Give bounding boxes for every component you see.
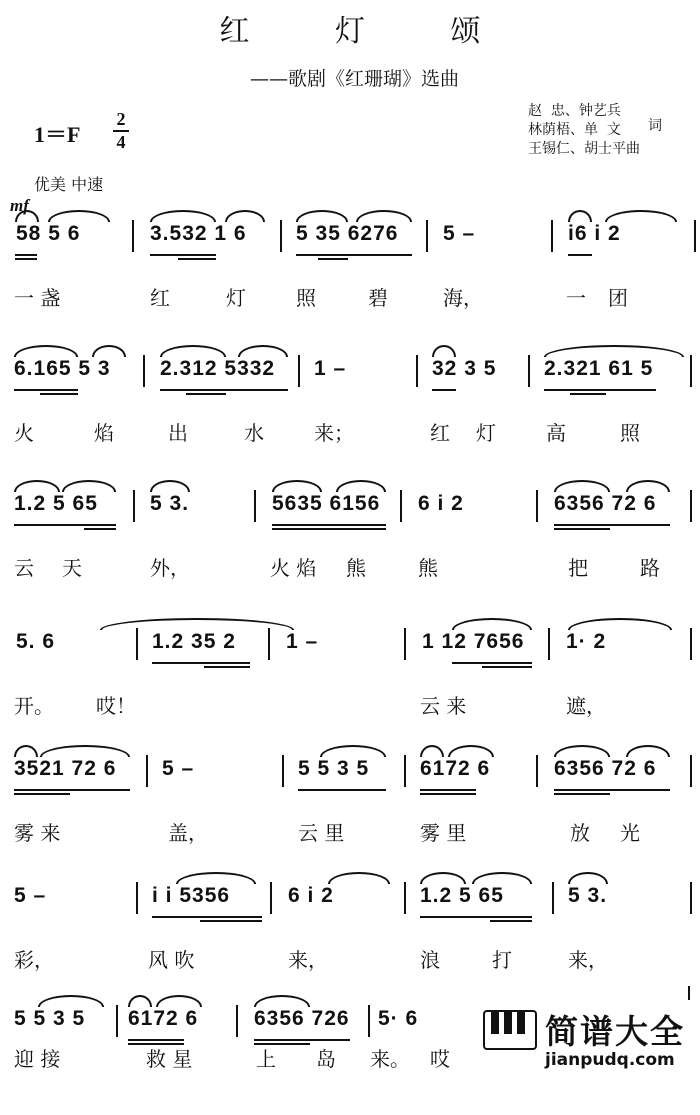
lyric: 放: [570, 821, 590, 845]
lyric: 外，: [150, 556, 190, 580]
lyric: 云: [14, 556, 34, 580]
notes-row: [0, 345, 700, 391]
slur: [544, 345, 684, 357]
slur: [448, 745, 494, 757]
beam-line: [452, 662, 532, 664]
bar-line: [280, 220, 282, 252]
bar-line: [143, 355, 145, 387]
bar-line: [400, 490, 402, 522]
slur: [432, 345, 456, 357]
measure-notes: 5. 6: [16, 630, 56, 653]
beam-line: [296, 254, 412, 256]
bar-line: [132, 220, 134, 252]
bar-line: [236, 1005, 238, 1037]
slur: [100, 618, 294, 630]
measure-notes: 3521 72 6: [14, 757, 117, 780]
bar-line: [528, 355, 530, 387]
measure-notes: 1 –: [314, 357, 347, 380]
measure-notes: 5635 6156: [272, 492, 381, 515]
measure-notes: 58 5 6: [16, 222, 81, 245]
bar-line: [270, 882, 272, 914]
tempo-marking: 优美 中速: [34, 175, 104, 194]
lyric: 红: [150, 286, 170, 310]
credits: [528, 102, 640, 159]
beam-line: [554, 789, 670, 791]
slur: [238, 345, 288, 357]
score-system-3: [0, 480, 700, 600]
meter-top: 2: [116, 109, 126, 129]
slur: [128, 995, 152, 1007]
slur: [568, 210, 592, 222]
beam-line: [554, 528, 610, 530]
bar-line: [133, 490, 135, 522]
lyric: 打: [492, 948, 512, 972]
beam-line: [14, 789, 130, 791]
lyric: 团: [608, 286, 628, 310]
notes-row: [0, 872, 700, 918]
slur: [225, 210, 265, 222]
lyric: 出: [168, 421, 188, 445]
beam-line: [152, 916, 262, 918]
lyric: 熊: [346, 556, 366, 580]
measure-notes: 5 5 3 5: [14, 1007, 86, 1030]
bar-line: [136, 882, 138, 914]
bar-line: [404, 755, 406, 787]
lyric: 碧: [368, 286, 388, 310]
slur: [420, 872, 466, 884]
beam-line: [420, 916, 532, 918]
slur: [254, 995, 310, 1007]
slur: [62, 480, 116, 492]
credits-line: 王锡仁、胡士平曲: [528, 141, 640, 157]
measure-notes: 5 3.: [150, 492, 190, 515]
bar-line: [690, 490, 692, 522]
lyrics-row: [0, 944, 700, 978]
lyric: 云 里: [298, 821, 345, 845]
bar-line: [404, 882, 406, 914]
bar-line: [694, 220, 696, 252]
logo-url: jianpudq.com: [545, 1050, 675, 1070]
lyric: 一 盏: [14, 286, 61, 310]
measure-notes: 6 i 2: [288, 884, 334, 907]
slur: [336, 480, 386, 492]
measure-notes: 3.532 1 6: [150, 222, 247, 245]
beam-line: [14, 389, 78, 391]
lyric: 红: [430, 421, 450, 445]
bar-line: [690, 628, 692, 660]
bar-line: [551, 220, 553, 252]
measure-notes: 6356 72 6: [554, 492, 657, 515]
measure-notes: 1.2 5 65: [420, 884, 504, 907]
bar-line: [690, 355, 692, 387]
slur: [328, 872, 390, 884]
bar-line: [552, 882, 554, 914]
slur: [452, 618, 532, 630]
measure-notes: 6 i 2: [418, 492, 464, 515]
beam-line: [160, 389, 288, 391]
bar-line: [548, 628, 550, 660]
bar-line: [416, 355, 418, 387]
beam-line: [272, 528, 386, 530]
beam-line: [14, 793, 70, 795]
bar-line: [536, 755, 538, 787]
bar-line: [282, 755, 284, 787]
measure-notes: 5 –: [443, 222, 476, 245]
lyric: 海，: [443, 286, 483, 310]
lyric: 遮，: [566, 694, 606, 718]
beam-line: [15, 254, 37, 256]
measure-notes: 5 5 3 5: [298, 757, 370, 780]
beam-line: [568, 254, 592, 256]
bar-line: [690, 882, 692, 914]
lyric: 盖，: [168, 821, 208, 845]
lyrics-row: [0, 282, 700, 316]
lyric: 熊: [418, 556, 438, 580]
score-system-6: [0, 872, 700, 992]
slur: [150, 210, 216, 222]
measure-notes: i6 i 2: [568, 222, 621, 245]
slur: [554, 745, 610, 757]
lyric: 风 吹: [148, 948, 195, 972]
lyric: 来。: [370, 1047, 410, 1071]
slur: [176, 872, 256, 884]
slur: [156, 995, 202, 1007]
lyric: 哎: [430, 1047, 450, 1071]
song-subtitle: ——歌剧《红珊瑚》选曲: [250, 68, 460, 90]
lyric: 云 来: [420, 694, 467, 718]
lyric: 上: [256, 1047, 276, 1071]
measure-notes: 6356 726: [254, 1007, 350, 1030]
beam-line: [254, 1039, 350, 1041]
notes-row: [0, 210, 700, 256]
measure-notes: 1 –: [286, 630, 319, 653]
beam-line: [40, 393, 78, 395]
lyrics-row: [0, 417, 700, 451]
beam-line: [554, 524, 670, 526]
measure-notes: 6.165 5 3: [14, 357, 111, 380]
lyric: 浪: [420, 948, 440, 972]
slur: [40, 745, 130, 757]
slur: [48, 210, 110, 222]
slur: [14, 480, 60, 492]
slur: [420, 745, 444, 757]
beam-line: [186, 393, 226, 395]
measure-notes: 5 35 6276: [296, 222, 399, 245]
lyric: 来，: [568, 948, 608, 972]
bar-line: [146, 755, 148, 787]
bar-line: [254, 490, 256, 522]
bar-line: [136, 628, 138, 660]
dynamic-marking: mf: [10, 196, 29, 215]
beam-line: [152, 662, 250, 664]
lyric: 一: [566, 286, 586, 310]
slur: [150, 480, 190, 492]
bar-line: [690, 755, 692, 787]
lyric: 把: [568, 556, 588, 580]
slur: [14, 745, 38, 757]
measure-notes: 5· 6: [378, 1007, 419, 1030]
credits-line: 林荫梧、单 文: [528, 122, 621, 138]
slur: [272, 480, 322, 492]
measure-notes: 5 –: [162, 757, 195, 780]
slur: [14, 345, 78, 357]
lyric: 灯: [476, 421, 496, 445]
beam-line: [544, 389, 656, 391]
slur: [92, 345, 126, 357]
measure-notes: 1 12 7656: [422, 630, 525, 653]
measure-notes: 2.312 5332: [160, 357, 276, 380]
lyric: 火: [14, 421, 34, 445]
measure-notes: i i 5356: [152, 884, 231, 907]
lyric: 岛: [316, 1047, 336, 1071]
measure-notes: 5 –: [14, 884, 47, 907]
slur: [554, 480, 610, 492]
score-system-4: [0, 618, 700, 738]
lyric: 天: [62, 556, 82, 580]
score-system-2: [0, 345, 700, 465]
bar-line: [268, 628, 270, 660]
lyric: 灯: [226, 286, 246, 310]
beam-line: [272, 524, 386, 526]
slur: [472, 872, 532, 884]
bar-line: [368, 1005, 370, 1037]
measure-notes: 2.321 61 5: [544, 357, 654, 380]
measure-notes: 5 3.: [568, 884, 608, 907]
beam-line: [318, 258, 348, 260]
slur: [626, 480, 670, 492]
lyric: 光: [620, 821, 640, 845]
lyric: 火 焰: [270, 556, 317, 580]
beam-line: [554, 793, 610, 795]
lyrics-row: [0, 552, 700, 586]
slur: [568, 618, 672, 630]
lyric: 来，: [288, 948, 328, 972]
lyric: 彩，: [14, 948, 54, 972]
slur: [15, 210, 39, 222]
slur: [605, 210, 677, 222]
key-signature: 1＝F: [34, 122, 81, 147]
score-system-5: [0, 745, 700, 865]
lyric: 照: [296, 286, 316, 310]
measure-notes: 1· 2: [566, 630, 607, 653]
beam-line: [204, 666, 250, 668]
beam-line: [178, 258, 216, 260]
lyrics-row: [0, 817, 700, 851]
lyric: 高: [546, 421, 566, 445]
bar-line: [404, 628, 406, 660]
lyrics-row: [0, 690, 700, 724]
lyric: 雾 来: [14, 821, 61, 845]
beam-line: [84, 528, 116, 530]
measure-notes: 6172 6: [420, 757, 491, 780]
beam-line: [570, 393, 606, 395]
lyric: 水: [244, 421, 264, 445]
slur: [568, 872, 608, 884]
lyric: 照: [620, 421, 640, 445]
beam-line: [298, 789, 386, 791]
lyric: 路: [640, 556, 660, 580]
beam-line: [432, 389, 456, 391]
beam-line: [420, 793, 476, 795]
lyric: 救 星: [146, 1047, 193, 1071]
slur: [356, 210, 412, 222]
bar-line: [426, 220, 428, 252]
bar-line: [116, 1005, 118, 1037]
meter-bottom: 4: [116, 132, 126, 152]
slur: [38, 995, 104, 1007]
notes-row: [0, 618, 700, 664]
beam-line: [482, 666, 532, 668]
beam-line: [150, 254, 216, 256]
score-system-1: [0, 210, 700, 330]
notes-row: [0, 745, 700, 791]
credits-line: 赵 忠、钟艺兵: [528, 103, 621, 119]
bar-line: [298, 355, 300, 387]
piano-icon: [483, 1010, 537, 1050]
lyric: 迎 接: [14, 1047, 61, 1071]
slur: [626, 745, 670, 757]
logo-title: 简谱大全: [545, 1012, 685, 1051]
beam-line: [200, 920, 262, 922]
measure-notes: 32 3 5: [432, 357, 497, 380]
measure-notes: 1.2 5 65: [14, 492, 98, 515]
beam-line: [15, 258, 37, 260]
lyric: 来；: [314, 421, 354, 445]
beam-line: [14, 524, 116, 526]
time-signature: [113, 110, 129, 152]
measure-notes: 1.2 35 2: [152, 630, 236, 653]
lyric: 雾 里: [420, 821, 467, 845]
bar-line: [536, 490, 538, 522]
credits-lyricist-mark: 词: [648, 118, 662, 134]
slur: [160, 345, 226, 357]
song-title: 红 灯 颂: [219, 14, 519, 49]
lyric: 哎！: [96, 694, 136, 718]
beam-line: [420, 789, 476, 791]
notes-row: [0, 480, 700, 526]
beam-line: [490, 920, 532, 922]
site-logo: [475, 1000, 700, 1076]
lyric: 开。: [14, 694, 54, 718]
measure-notes: 6356 72 6: [554, 757, 657, 780]
measure-notes: 6172 6: [128, 1007, 199, 1030]
slur: [320, 745, 386, 757]
lyric: 焰: [94, 421, 114, 445]
beam-line: [128, 1039, 184, 1041]
slur: [296, 210, 348, 222]
